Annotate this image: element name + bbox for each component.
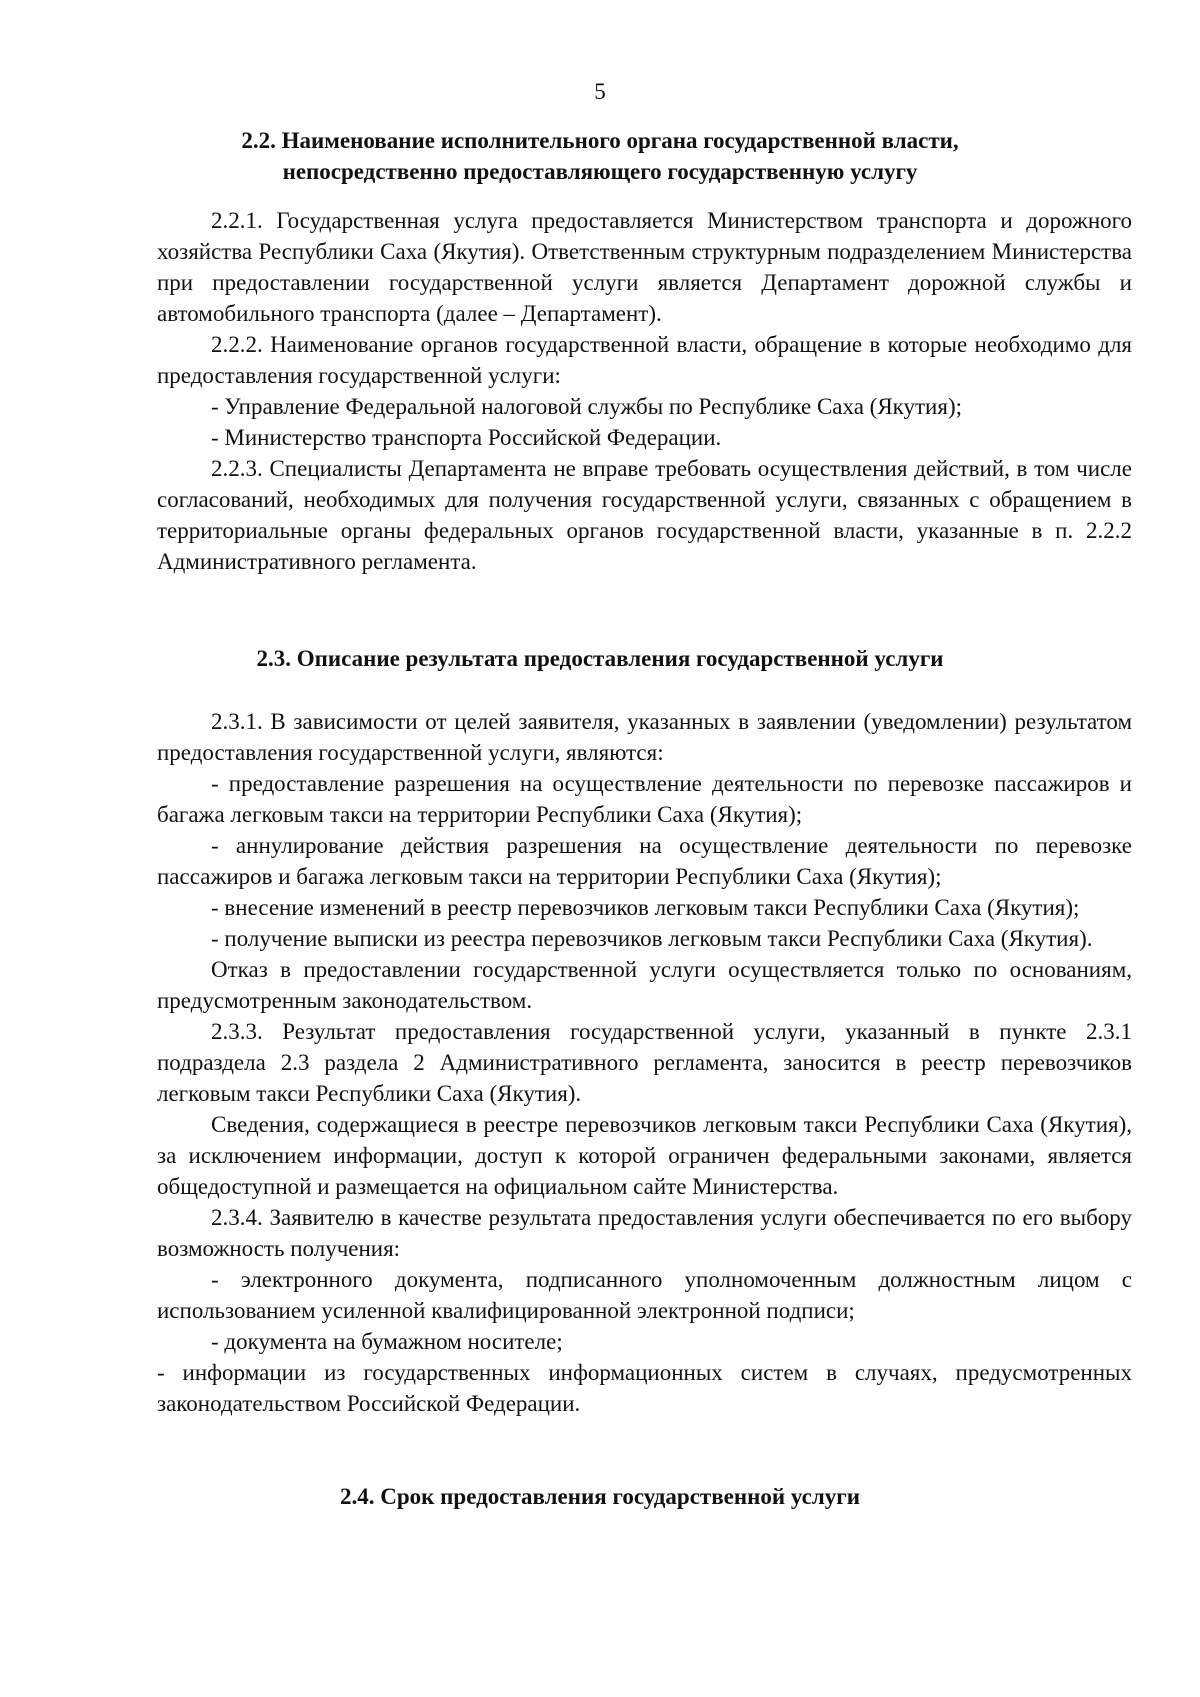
paragraph-2-2-1: 2.2.1. Государственная услуга предоставляется Министерством транспорта и дорожного хозяйства Республики Саха (Якутия). Ответственным структурным подразделением Министерства при предоставлении государственной услуги является Департамент дорожной службы и автомобильного транспорта (далее – Департамент). <box>157 208 1132 326</box>
choice-item-paper: - документа на бумажном носителе; <box>211 1329 563 1354</box>
list-item-mintrans: - Министерство транспорта Российской Федерации. <box>211 425 722 450</box>
section-2-3-body <box>157 706 1132 1419</box>
section-heading-2-3: 2.3. Описание результата предоставления государственной услуги <box>256 646 944 671</box>
page-number: 5 <box>594 79 606 104</box>
section-heading-2-2-line2: непосредственно предоставляющего государственную услугу <box>282 159 918 184</box>
list-item-fns: - Управление Федеральной налоговой службы по Республике Саха (Якутия); <box>211 394 962 419</box>
section-2-2-body <box>157 205 1132 577</box>
section-heading-2-4: 2.4. Срок предоставления государственной услуги <box>340 1484 860 1509</box>
result-item-registry-extract: - получение выписки из реестра перевозчиков легковым такси Республики Саха (Якутия). <box>211 926 1093 951</box>
section-heading-2-2 <box>160 125 1040 187</box>
result-item-permit: - предоставление разрешения на осуществление деятельности по перевозке пассажиров и багажа легковым такси на территории Республики Саха (Якутия); <box>157 771 1132 827</box>
result-item-annulment: - аннулирование действия разрешения на осуществление деятельности по перевозке пассажиров и багажа легковым такси на территории Республики Саха (Якутия); <box>157 833 1132 889</box>
paragraph-2-3-3: 2.3.3. Результат предоставления государственной услуги, указанный в пункте 2.3.1 подраздела 2.3 раздела 2 Административного регламента, заносится в реестр перевозчиков легковым такси Республики Саха (Якутия). <box>157 1019 1132 1106</box>
paragraph-2-2-3: 2.2.3. Специалисты Департамента не вправе требовать осуществления действий, в том числе согласований, необходимых для получения государственной услуги, связанных с обращением в территориальные органы федеральных органов государственной власти, указанные в п. 2.2.2 Административного регламента. <box>157 456 1132 574</box>
choice-item-electronic: - электронного документа, подписанного уполномоченным должностным лицом с использованием усиленной квалифицированной электронной подписи; <box>157 1267 1132 1323</box>
paragraph-2-3-1: 2.3.1. В зависимости от целей заявителя, указанных в заявлении (уведомлении) результатом предоставления государственной услуги, являются: <box>157 709 1132 765</box>
result-item-registry-change: - внесение изменений в реестр перевозчиков легковым такси Республики Саха (Якутия); <box>211 895 1080 920</box>
paragraph-2-2-2: 2.2.2. Наименование органов государственной власти, обращение в которые необходимо для предоставления государственной услуги: <box>157 332 1132 388</box>
section-heading-2-2-line1: 2.2. Наименование исполнительного органа государственной власти, <box>241 128 959 153</box>
paragraph-2-3-4: 2.3.4. Заявителю в качестве результата предоставления услуги обеспечивается по его выбору возможность получения: <box>157 1205 1132 1261</box>
choice-item-information-systems: - информации из государственных информационных систем в случаях, предусмотренных законодательством Российской Федерации. <box>157 1360 1132 1416</box>
paragraph-refusal: Отказ в предоставлении государственной услуги осуществляется только по основаниям, предусмотренным законодательством. <box>157 957 1132 1013</box>
paragraph-registry-info: Сведения, содержащиеся в реестре перевозчиков легковым такси Республики Саха (Якутия), за исключением информации, доступ к которой ограничен федеральными законами, является общедоступной и размещается на официальном сайте Министерства. <box>157 1112 1132 1199</box>
